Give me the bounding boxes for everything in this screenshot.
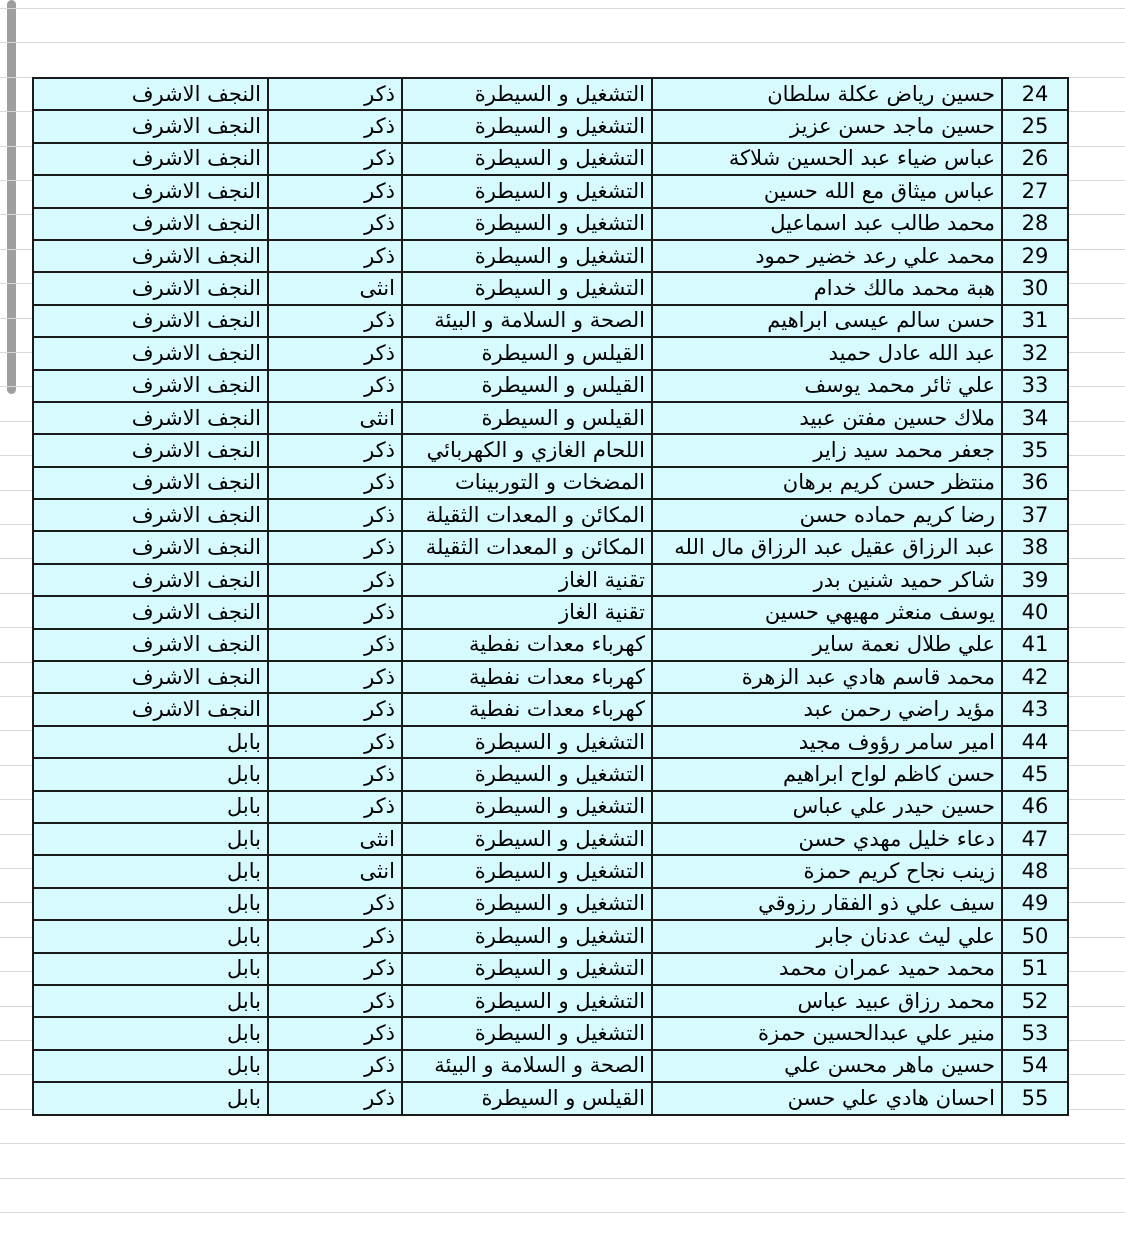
cell-gender[interactable]: ذكر [268, 564, 402, 596]
cell-name[interactable]: حسين حيدر علي عباس [652, 791, 1002, 823]
table-row [33, 531, 1068, 563]
cell-province[interactable]: بابل [33, 855, 268, 887]
cell-province[interactable]: النجف الاشرف [33, 629, 268, 661]
cell-department[interactable]: الصحة و السلامة و البيئة [402, 305, 652, 337]
cell-number[interactable]: 44 [1002, 726, 1068, 758]
table-row [33, 208, 1068, 240]
cell-name[interactable]: ملاك حسين مفتن عبيد [652, 402, 1002, 434]
cell-province[interactable]: النجف الاشرف [33, 434, 268, 466]
cell-province[interactable]: النجف الاشرف [33, 370, 268, 402]
cell-gender[interactable]: انثى [268, 272, 402, 304]
cell-gender[interactable]: ذكر [268, 758, 402, 790]
cell-department[interactable]: التشغيل و السيطرة [402, 985, 652, 1017]
table-row [33, 175, 1068, 207]
table-row [33, 370, 1068, 402]
cell-province[interactable]: النجف الاشرف [33, 693, 268, 725]
cell-gender[interactable]: ذكر [268, 175, 402, 207]
cell-province[interactable]: بابل [33, 1050, 268, 1082]
cell-department[interactable]: التشغيل و السيطرة [402, 143, 652, 175]
cell-province[interactable]: بابل [33, 758, 268, 790]
table-row [33, 726, 1068, 758]
cell-name[interactable]: مؤيد راضي رحمن عبد [652, 693, 1002, 725]
cell-name[interactable]: عبد الله عادل حميد [652, 337, 1002, 369]
cell-name[interactable]: زينب نجاح كريم حمزة [652, 855, 1002, 887]
table-row [33, 629, 1068, 661]
cell-gender[interactable]: ذكر [268, 434, 402, 466]
table-row [33, 888, 1068, 920]
table-row [33, 499, 1068, 531]
cell-department[interactable]: التشغيل و السيطرة [402, 888, 652, 920]
gridline [0, 1143, 1125, 1144]
cell-province[interactable]: النجف الاشرف [33, 499, 268, 531]
cell-number[interactable]: 50 [1002, 920, 1068, 952]
table-row [33, 693, 1068, 725]
cell-department[interactable]: التشغيل و السيطرة [402, 1017, 652, 1049]
table-row [33, 434, 1068, 466]
cell-department[interactable]: القيلس و السيطرة [402, 370, 652, 402]
cell-number[interactable]: 41 [1002, 629, 1068, 661]
cell-name[interactable]: دعاء خليل مهدي حسن [652, 823, 1002, 855]
cell-department[interactable]: القيلس و السيطرة [402, 337, 652, 369]
cell-name[interactable]: شاكر حميد شنين بدر [652, 564, 1002, 596]
cell-gender[interactable]: ذكر [268, 726, 402, 758]
cell-gender[interactable]: ذكر [268, 143, 402, 175]
cell-number[interactable]: 51 [1002, 953, 1068, 985]
table-row [33, 661, 1068, 693]
cell-number[interactable]: 25 [1002, 110, 1068, 142]
cell-name[interactable]: حسن سالم عيسى ابراهيم [652, 305, 1002, 337]
cell-province[interactable]: النجف الاشرف [33, 110, 268, 142]
cell-number[interactable]: 24 [1002, 78, 1068, 110]
table-row [33, 240, 1068, 272]
cell-province[interactable]: بابل [33, 1082, 268, 1114]
cell-province[interactable]: النجف الاشرف [33, 208, 268, 240]
cell-department[interactable]: التشغيل و السيطرة [402, 726, 652, 758]
cell-gender[interactable]: ذكر [268, 337, 402, 369]
cell-gender[interactable]: ذكر [268, 110, 402, 142]
cell-number[interactable]: 39 [1002, 564, 1068, 596]
cell-number[interactable]: 48 [1002, 855, 1068, 887]
cell-name[interactable]: رضا كريم حماده حسن [652, 499, 1002, 531]
cell-number[interactable]: 49 [1002, 888, 1068, 920]
cell-gender[interactable]: ذكر [268, 953, 402, 985]
cell-name[interactable]: هبة محمد مالك خدام [652, 272, 1002, 304]
cell-province[interactable]: النجف الاشرف [33, 564, 268, 596]
table-row [33, 110, 1068, 142]
cell-province[interactable]: بابل [33, 823, 268, 855]
cell-department[interactable]: تقنية الغاز [402, 596, 652, 628]
cell-number[interactable]: 45 [1002, 758, 1068, 790]
gridline [0, 8, 1125, 9]
cell-department[interactable]: التشغيل و السيطرة [402, 240, 652, 272]
table-row [33, 143, 1068, 175]
cell-number[interactable]: 40 [1002, 596, 1068, 628]
table-row [33, 1017, 1068, 1049]
cell-province[interactable]: بابل [33, 888, 268, 920]
cell-name[interactable]: علي طلال نعمة ساير [652, 629, 1002, 661]
cell-number[interactable]: 47 [1002, 823, 1068, 855]
cell-gender[interactable]: انثى [268, 823, 402, 855]
cell-province[interactable]: النجف الاشرف [33, 305, 268, 337]
cell-province[interactable]: النجف الاشرف [33, 661, 268, 693]
cell-department[interactable]: القيلس و السيطرة [402, 402, 652, 434]
cell-department[interactable]: القيلس و السيطرة [402, 1082, 652, 1114]
table-row [33, 596, 1068, 628]
gridline [0, 1212, 1125, 1213]
gridline [0, 42, 1125, 43]
cell-gender[interactable]: ذكر [268, 1082, 402, 1114]
cell-number[interactable]: 43 [1002, 693, 1068, 725]
cell-number[interactable]: 28 [1002, 208, 1068, 240]
cell-department[interactable]: الصحة و السلامة و البيئة [402, 1050, 652, 1082]
cell-name[interactable]: منير علي عبدالحسين حمزة [652, 1017, 1002, 1049]
cell-province[interactable]: النجف الاشرف [33, 175, 268, 207]
table-row [33, 305, 1068, 337]
table-row [33, 467, 1068, 499]
table-row [33, 920, 1068, 952]
cell-province[interactable]: بابل [33, 726, 268, 758]
cell-name[interactable]: يوسف منعثر مهيهي حسين [652, 596, 1002, 628]
cell-province[interactable]: بابل [33, 920, 268, 952]
cell-province[interactable]: بابل [33, 953, 268, 985]
cell-gender[interactable]: ذكر [268, 629, 402, 661]
cell-number[interactable]: 32 [1002, 337, 1068, 369]
cell-province[interactable]: بابل [33, 985, 268, 1017]
cell-number[interactable]: 31 [1002, 305, 1068, 337]
table-row [33, 402, 1068, 434]
cell-department[interactable]: التشغيل و السيطرة [402, 823, 652, 855]
table-row [33, 758, 1068, 790]
cell-department[interactable]: اللحام الغازي و الكهربائي [402, 434, 652, 466]
cell-department[interactable]: كهرباء معدات نفطية [402, 629, 652, 661]
cell-gender[interactable]: ذكر [268, 78, 402, 110]
cell-department[interactable]: المكائن و المعدات الثقيلة [402, 499, 652, 531]
cell-department[interactable]: كهرباء معدات نفطية [402, 693, 652, 725]
table-row [33, 272, 1068, 304]
cell-name[interactable]: عباس ميثاق مع الله حسين [652, 175, 1002, 207]
cell-name[interactable]: جعفر محمد سيد زاير [652, 434, 1002, 466]
cell-name[interactable]: حسين رياض عكلة سلطان [652, 78, 1002, 110]
trainee-table [32, 77, 1069, 1116]
cell-number[interactable]: 29 [1002, 240, 1068, 272]
cell-department[interactable]: التشغيل و السيطرة [402, 791, 652, 823]
vertical-scrollbar[interactable] [7, 0, 16, 394]
cell-number[interactable]: 53 [1002, 1017, 1068, 1049]
cell-province[interactable]: بابل [33, 791, 268, 823]
table-row [33, 855, 1068, 887]
cell-province[interactable]: النجف الاشرف [33, 143, 268, 175]
cell-number[interactable]: 27 [1002, 175, 1068, 207]
cell-gender[interactable]: ذكر [268, 920, 402, 952]
cell-name[interactable]: امير سامر رؤوف مجيد [652, 726, 1002, 758]
cell-number[interactable]: 54 [1002, 1050, 1068, 1082]
cell-name[interactable]: حسين ماهر محسن علي [652, 1050, 1002, 1082]
cell-department[interactable]: المكائن و المعدات الثقيلة [402, 531, 652, 563]
cell-number[interactable]: 35 [1002, 434, 1068, 466]
table-body [33, 78, 1068, 1115]
gridline [0, 1178, 1125, 1179]
cell-gender[interactable]: ذكر [268, 305, 402, 337]
cell-name[interactable]: حسين ماجد حسن عزيز [652, 110, 1002, 142]
cell-name[interactable]: سيف علي ذو الفقار رزوقي [652, 888, 1002, 920]
cell-province[interactable]: بابل [33, 1017, 268, 1049]
cell-number[interactable]: 52 [1002, 985, 1068, 1017]
cell-number[interactable]: 34 [1002, 402, 1068, 434]
cell-department[interactable]: التشغيل و السيطرة [402, 855, 652, 887]
cell-number[interactable]: 42 [1002, 661, 1068, 693]
cell-gender[interactable]: ذكر [268, 693, 402, 725]
cell-province[interactable]: النجف الاشرف [33, 272, 268, 304]
table-row [33, 564, 1068, 596]
cell-province[interactable]: النجف الاشرف [33, 531, 268, 563]
cell-name[interactable]: حسن كاظم لواح ابراهيم [652, 758, 1002, 790]
table-row [33, 337, 1068, 369]
cell-gender[interactable]: ذكر [268, 240, 402, 272]
cell-department[interactable]: التشغيل و السيطرة [402, 953, 652, 985]
cell-name[interactable]: عبد الرزاق عقيل عبد الرزاق مال الله [652, 531, 1002, 563]
cell-province[interactable]: النجف الاشرف [33, 78, 268, 110]
table-row [33, 985, 1068, 1017]
table-row [33, 823, 1068, 855]
cell-gender[interactable]: ذكر [268, 1017, 402, 1049]
cell-name[interactable]: منتظر حسن كريم برهان [652, 467, 1002, 499]
cell-department[interactable]: كهرباء معدات نفطية [402, 661, 652, 693]
table-row [33, 78, 1068, 110]
cell-name[interactable]: احسان هادي علي حسن [652, 1082, 1002, 1114]
cell-department[interactable]: التشغيل و السيطرة [402, 758, 652, 790]
cell-number[interactable]: 46 [1002, 791, 1068, 823]
cell-number[interactable]: 37 [1002, 499, 1068, 531]
cell-department[interactable]: تقنية الغاز [402, 564, 652, 596]
cell-province[interactable]: النجف الاشرف [33, 596, 268, 628]
cell-number[interactable]: 55 [1002, 1082, 1068, 1114]
cell-gender[interactable]: انثى [268, 855, 402, 887]
cell-name[interactable]: علي ليث عدنان جابر [652, 920, 1002, 952]
cell-gender[interactable]: ذكر [268, 985, 402, 1017]
cell-department[interactable]: التشغيل و السيطرة [402, 920, 652, 952]
table-row [33, 1082, 1068, 1114]
cell-province[interactable]: النجف الاشرف [33, 337, 268, 369]
cell-department[interactable]: التشغيل و السيطرة [402, 272, 652, 304]
cell-name[interactable]: علي ثائر محمد يوسف [652, 370, 1002, 402]
cell-gender[interactable]: ذكر [268, 208, 402, 240]
cell-number[interactable]: 30 [1002, 272, 1068, 304]
cell-number[interactable]: 26 [1002, 143, 1068, 175]
cell-number[interactable]: 36 [1002, 467, 1068, 499]
cell-gender[interactable]: ذكر [268, 661, 402, 693]
cell-province[interactable]: النجف الاشرف [33, 467, 268, 499]
cell-gender[interactable]: ذكر [268, 888, 402, 920]
cell-gender[interactable]: ذكر [268, 467, 402, 499]
cell-number[interactable]: 38 [1002, 531, 1068, 563]
cell-province[interactable]: النجف الاشرف [33, 240, 268, 272]
table-row [33, 791, 1068, 823]
cell-gender[interactable]: ذكر [268, 1050, 402, 1082]
cell-department[interactable]: التشغيل و السيطرة [402, 175, 652, 207]
cell-gender[interactable]: ذكر [268, 499, 402, 531]
cell-name[interactable]: محمد رزاق عبيد عباس [652, 985, 1002, 1017]
cell-name[interactable]: عباس ضياء عبد الحسين شلاكة [652, 143, 1002, 175]
cell-department[interactable]: التشغيل و السيطرة [402, 110, 652, 142]
cell-name[interactable]: محمد قاسم هادي عبد الزهرة [652, 661, 1002, 693]
cell-name[interactable]: محمد طالب عبد اسماعيل [652, 208, 1002, 240]
cell-department[interactable]: التشغيل و السيطرة [402, 78, 652, 110]
cell-department[interactable]: التشغيل و السيطرة [402, 208, 652, 240]
cell-gender[interactable]: ذكر [268, 791, 402, 823]
cell-gender[interactable]: انثى [268, 402, 402, 434]
table-row [33, 953, 1068, 985]
cell-name[interactable]: محمد حميد عمران محمد [652, 953, 1002, 985]
table-row [33, 1050, 1068, 1082]
cell-province[interactable]: النجف الاشرف [33, 402, 268, 434]
cell-gender[interactable]: ذكر [268, 370, 402, 402]
cell-name[interactable]: محمد علي رعد خضير حمود [652, 240, 1002, 272]
cell-gender[interactable]: ذكر [268, 596, 402, 628]
cell-department[interactable]: المضخات و التوربينات [402, 467, 652, 499]
cell-gender[interactable]: ذكر [268, 531, 402, 563]
cell-number[interactable]: 33 [1002, 370, 1068, 402]
